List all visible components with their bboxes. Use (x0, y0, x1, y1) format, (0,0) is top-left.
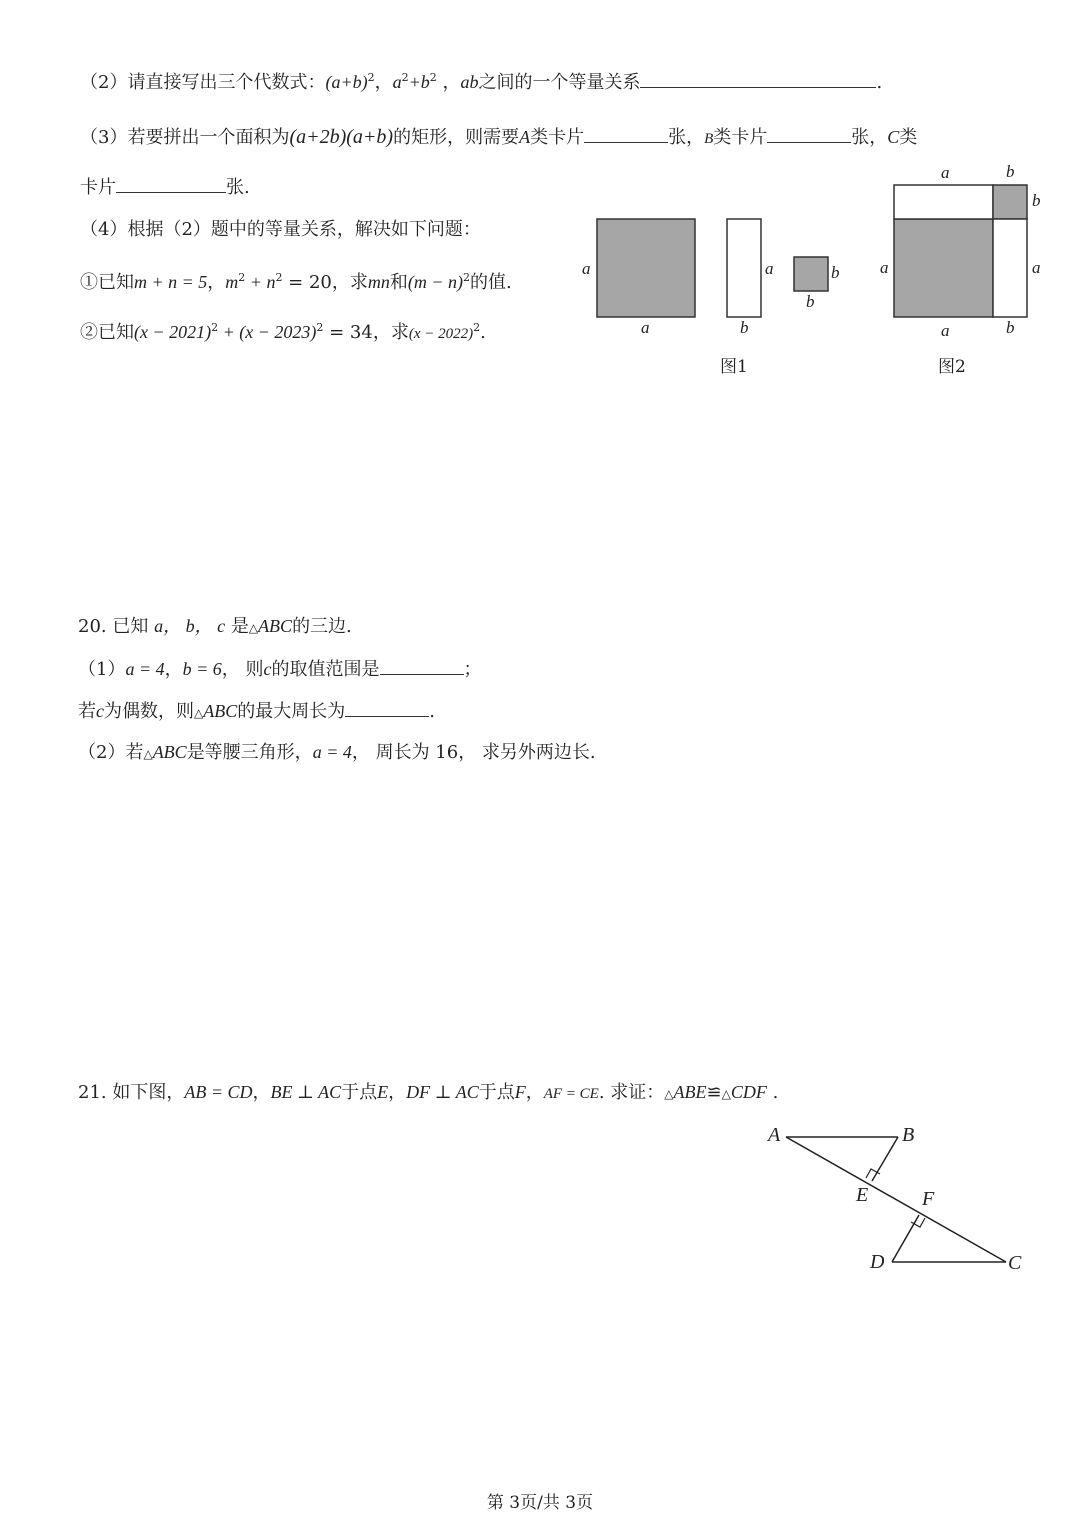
fig1-b-bottom-label: b (740, 318, 749, 337)
segment-ac (786, 1137, 1006, 1262)
fig1-a-bottom-label: a (641, 318, 650, 337)
q19-part3-line2: 卡片 张. (80, 174, 250, 200)
q19-part3: （3）若要拼出一个面积为(a+2b)(a+b)的矩形，则需要A类卡片 张，B类卡片 张，C类 (80, 126, 918, 148)
fig2-caption: 图2 (938, 357, 966, 377)
fig2-left-a-label: a (880, 258, 889, 277)
q19-part4: （4）根据（2）题中的等量关系，解决如下问题： (80, 219, 481, 240)
page-footer: 第 3页/共 3页 (486, 1493, 594, 1513)
fig2-right-b-label: b (1032, 191, 1041, 210)
point-c-label: C (1008, 1252, 1022, 1274)
point-e-label: E (856, 1184, 869, 1206)
fig1-c-bottom-label: b (806, 292, 815, 311)
point-a-label: A (768, 1124, 781, 1146)
q19-part4-2: ②已知$(x - 2021)^2 + (x - 2023)^2 = 34$，求$(x - 2022)^2$. (80, 321, 486, 343)
fig2-right-a-label: a (1032, 258, 1041, 277)
segment-be (872, 1137, 898, 1181)
fig1-caption: 图1 (720, 357, 748, 377)
fig2-top-b-label: b (1006, 162, 1015, 181)
fig2-bottom-a-label: a (941, 321, 950, 340)
q21-statement: 21. 如下图，AB = CD，BE ⊥ AC于点E，DF ⊥ AC于点F，AF = CE. 求证：△ABE≌△CDF . (78, 1082, 779, 1103)
fig1-c-right-label: b (831, 263, 840, 282)
q20-part2: （2）若△ABC是等腰三角形，a = 4， 周长为 16， 求另外两边长. (78, 742, 596, 763)
fig1-a-left-label: a (582, 259, 591, 278)
point-f-label: F (922, 1188, 935, 1210)
q19-part2: （2）请直接写出三个代数式：$(a+b)^2$，$a^2+b^2$ ，ab之间的一个等量关系 . (80, 71, 883, 93)
point-d-label: D (870, 1251, 885, 1273)
q20-title: 20. 已知 a， b， c 是△ABC的三边. (78, 616, 352, 637)
fig1-b-right-label: a (765, 259, 774, 278)
q19-part4-1: ①已知m + n = 5，$m^2 + n^2 = 20$，求mn和$(m - n)^2$的值. (80, 271, 512, 293)
fig2-bottom-b-label: b (1006, 318, 1015, 337)
q20-part1: （1）a = 4，b = 6， 则c的取值范围是 ； (78, 656, 482, 682)
fig2-top-a-label: a (941, 163, 950, 182)
q20-part1b: 若c为偶数，则△ABC的最大周长为 . (78, 698, 435, 725)
segment-df (892, 1215, 919, 1262)
point-b-label: B (902, 1124, 915, 1146)
